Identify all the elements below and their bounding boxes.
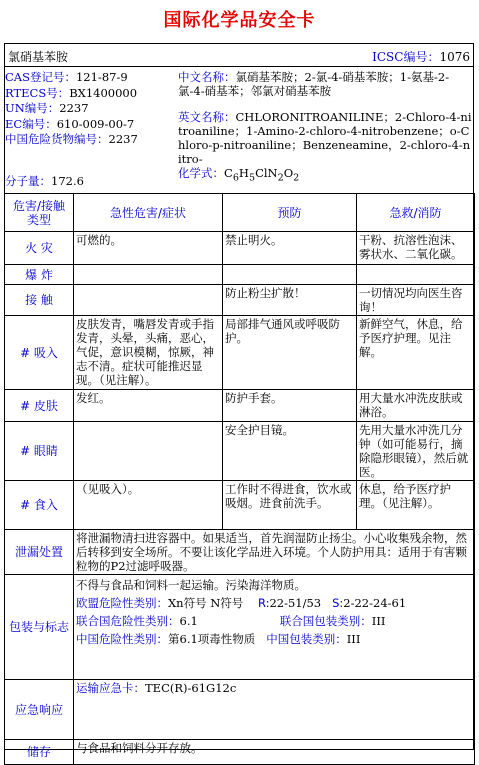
card-title: 国际化学品安全卡	[163, 10, 316, 31]
header-type: 危害/接触类型	[5, 194, 74, 232]
cn-danger-row	[5, 132, 175, 148]
table-row	[5, 680, 475, 740]
packaging-note: 不得与食品和饲料一起运输。污染海洋物质。	[76, 578, 306, 592]
ec-value: 610-009-00-7	[56, 116, 135, 131]
inhalation-hazard: 皮肤发青，嘴唇发青或手指发青，头晕，头痛，恶心，气促，意识模糊，惊厥，神志不清。症状可能推迟显现。（见注解）。	[74, 316, 223, 390]
cas-row	[5, 70, 175, 86]
rtecs-value: BX1400000	[69, 85, 138, 100]
table-row	[5, 530, 475, 575]
names-block	[178, 70, 472, 185]
table-row	[5, 265, 475, 285]
cas-value: 121-87-9	[75, 70, 128, 84]
cn-name-value: 氯硝基苯胺；2-氯-4-硝基苯胺；1-氨基-2-氯-4-硝基苯；邻氯对硝基苯胺	[178, 70, 450, 98]
row-type-fire: 火 灾	[5, 232, 74, 265]
table-row	[5, 422, 475, 481]
rtecs-label: RTECS号：	[5, 85, 70, 100]
hazard-table	[4, 193, 475, 765]
un-row	[5, 101, 175, 117]
contact-prevention: 防止粉尘扩散！	[223, 285, 357, 316]
mw-label: 分子量：	[5, 173, 51, 188]
row-type-eyes: # 眼睛	[5, 422, 74, 481]
skin-aid: 用大量水冲洗皮肤或淋浴。	[357, 390, 475, 422]
un-class-line: 联合国危险性类别：6.1 联合国包装类别：III	[76, 614, 386, 628]
table-row	[5, 575, 475, 680]
fire-aid: 干粉、抗溶性泡沫、雾状水、二氧化碳。	[357, 232, 475, 265]
eyes-prevention: 安全护目镜。	[223, 422, 357, 481]
ingestion-aid: 休息，给予医疗护理。（见注解）。	[357, 481, 475, 530]
row-type-inhalation: # 吸入	[5, 316, 74, 390]
icsc-value: 1076	[439, 50, 470, 64]
emergency-label: 应急响应	[5, 680, 74, 740]
storage-label: 储存	[5, 740, 74, 765]
skin-hazard: 发红。	[74, 390, 223, 422]
rtecs-row	[5, 86, 175, 102]
row-type-contact: 接 触	[5, 285, 74, 316]
en-name-label: 英文名称：	[178, 110, 236, 124]
cn-danger-label: 中国危险货物编号：	[5, 132, 109, 146]
formula-label: 化学式：	[178, 166, 224, 180]
mw-row	[5, 174, 175, 190]
formula-value: $C_6H_5ClN_2O_2$	[224, 166, 300, 184]
fire-prevention: 禁止明火。	[223, 232, 357, 265]
table-header-row	[5, 194, 475, 232]
en-name-row	[178, 110, 472, 166]
table-row	[5, 390, 475, 422]
row-type-ingestion: # 食入	[5, 481, 74, 530]
packaging-content	[74, 575, 475, 680]
cn-danger-value: 2237	[108, 132, 138, 146]
header-prevention: 预防	[223, 194, 357, 232]
icsc-label: ICSC编号：	[372, 50, 440, 64]
explosion-aid	[357, 265, 475, 285]
un-label: UN编号：	[5, 101, 60, 115]
identifier-block	[5, 70, 175, 189]
un-value: 2237	[59, 101, 89, 115]
en-name-value: CHLORONITROANILINE；2-Chloro-4-nitroaniline；1-Amino-2-chloro-4-nitrobenzene；o-Chloro-p-nitroaniline；Benzeneamine，2-chloro-4-nitro-	[178, 110, 472, 166]
transport-label: 运输应急卡：	[76, 681, 145, 695]
cn-name-row	[178, 70, 472, 98]
explosion-hazard	[74, 265, 223, 285]
fire-hazard: 可燃的。	[74, 232, 223, 265]
inhalation-aid: 新鲜空气，休息，给予医疗护理。见注解。	[357, 316, 475, 390]
row-type-explosion: 爆 炸	[5, 265, 74, 285]
mw-value: 172.6	[51, 173, 84, 188]
cn-class-line: 中国危险性类别：第6.1项毒性物质 中国包装类别：III	[76, 632, 361, 646]
emergency-content	[74, 680, 475, 740]
cas-label: CAS登记号：	[5, 70, 76, 84]
inhalation-prevention: 局部排气通风或呼吸防护。	[223, 316, 357, 390]
contact-aid: 一切情况均向医生咨询！	[357, 285, 475, 316]
eyes-aid: 先用大量水冲洗几分钟（如可能易行，摘除隐形眼镜），然后就医。	[357, 422, 475, 481]
table-row	[5, 740, 475, 765]
table-row	[5, 232, 475, 265]
transport-value: TEC(R)-61G12c	[145, 681, 237, 695]
spill-text: 将泄漏物清扫进容器中。如果适当，首先润湿防止扬尘。小心收集残余物，然后转移到安全场所。不要让该化学品进入环境。个人防护用具：适用于有害颗粒物的P2过滤呼吸器。	[74, 530, 475, 575]
header-hazard: 急性危害/症状	[74, 194, 223, 232]
skin-prevention: 防护手套。	[223, 390, 357, 422]
eu-class-line: 欧盟危险性类别：Xn符号 N符号 R:22-51/53 S:2-22-24-61	[76, 596, 407, 610]
row-type-skin: # 皮肤	[5, 390, 74, 422]
table-row	[5, 316, 475, 390]
packaging-label: 包装与标志	[5, 575, 74, 680]
explosion-prevention	[223, 265, 357, 285]
chemical-name-cn: 氯硝基苯胺	[8, 50, 69, 64]
table-row	[5, 285, 475, 316]
table-row	[5, 481, 475, 530]
contact-hazard	[74, 285, 223, 316]
storage-value: 与食品和饲料分开存放。	[74, 740, 475, 765]
ec-row	[5, 117, 175, 133]
eyes-hazard	[74, 422, 223, 481]
ingestion-hazard: （见吸入）。	[74, 481, 223, 530]
header-aid: 急救/消防	[357, 194, 475, 232]
ingestion-prevention: 工作时不得进食，饮水或吸烟。进食前洗手。	[223, 481, 357, 530]
spill-label: 泄漏处置	[5, 530, 74, 575]
formula-row	[178, 166, 472, 185]
ec-label: EC编号：	[5, 116, 57, 131]
cn-name-label: 中文名称：	[178, 70, 236, 84]
